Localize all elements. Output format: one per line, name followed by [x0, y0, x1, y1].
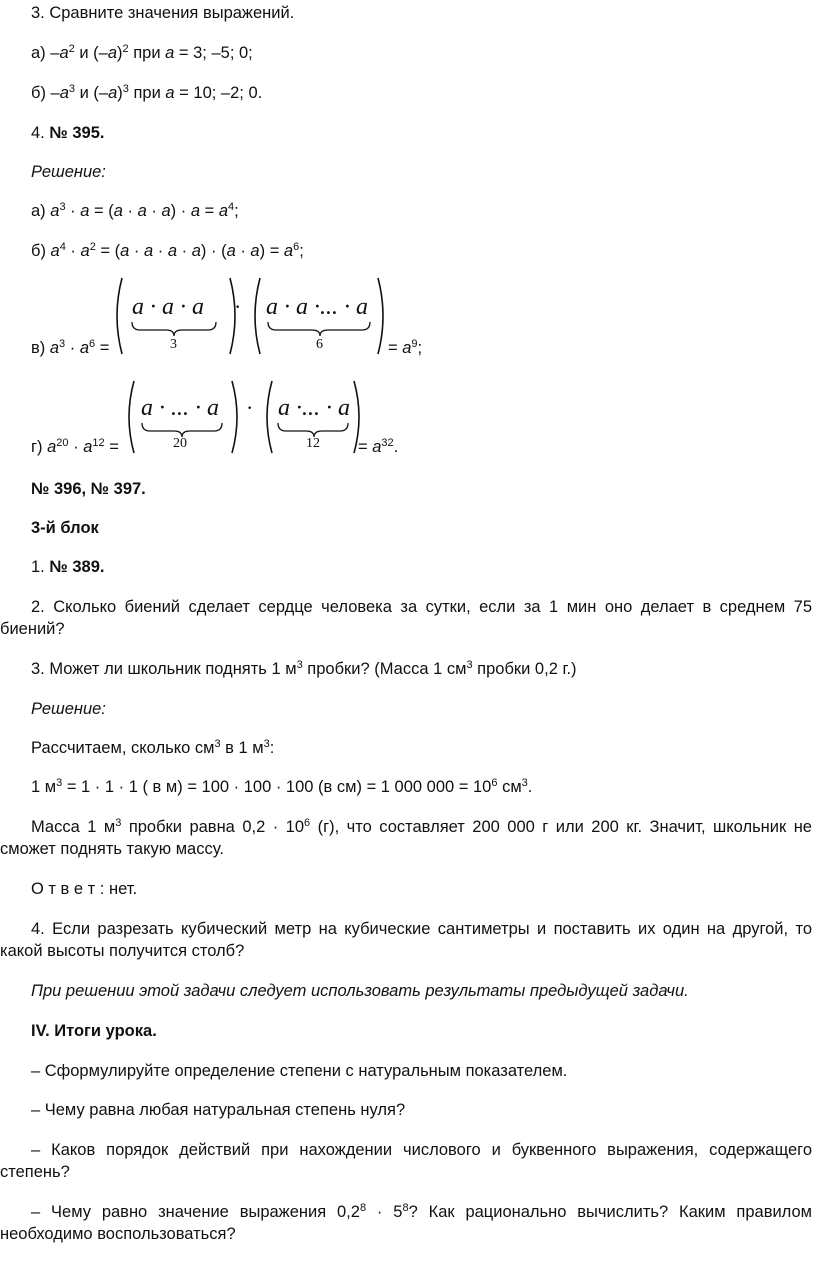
summary-question-3: – Каков порядок действий при нахождении числового и буквенного выражения, содержащего степень?: [0, 1141, 812, 1181]
formula-v-right-count: 6: [316, 337, 323, 352]
solution-calc-line: 1 $м^3 = 1 \cdot 1 \cdot 1$ ( в м) = 100 · 100 · 100 (в см) = 1 000 $000 = 10^6$ $см^3$.: [31, 777, 533, 796]
solution-label-2: Решение:: [31, 700, 106, 718]
formula-g-left-product: a · ... · a: [141, 395, 219, 421]
formula-v-middle-dot: ·: [234, 294, 242, 319]
formula-g-left-count: 20: [173, 436, 187, 451]
summary-question-1: – Сформулируйте определение степени с натуральным показателем.: [31, 1062, 568, 1080]
summary-question-4: – Чему равно значение выражения $0,2^8 \cdot 5^8$? Как рационально вычислить? Каким правилом необходимо воспользоваться?: [0, 1202, 813, 1243]
task-4-heading: 4. № 395.: [31, 124, 105, 142]
formula-v: [110, 272, 390, 368]
formula-g-middle-dot: ·: [246, 395, 254, 420]
formula-v-right-paren-close: [378, 278, 383, 354]
formula-g-right-paren-close: [354, 381, 359, 453]
block-3-task-1: 1. № 389.: [31, 558, 105, 576]
formula-g-left-paren-close: [232, 381, 237, 453]
formula-v-left-product: a · a · a: [132, 294, 204, 320]
answer-line: О т в е т : нет.: [31, 880, 138, 898]
block-3-task-3: 3. Может ли школьник поднять 1 $м^3$ пробки? (Масса 1 $см^3$ пробки 0,2 г.): [31, 659, 577, 678]
solution-g-result: = $a^{32}$.: [358, 437, 399, 456]
task-3a: а) $-a^2$ и $(-a)^2$ при a = 3; –5; 0;: [31, 43, 253, 62]
task-396-397: № 396, № 397.: [31, 480, 146, 498]
formula-g-left-paren-open: [129, 381, 134, 453]
summary-question-2: – Чему равна любая натуральная степень нуля?: [31, 1101, 406, 1119]
solution-g-left: г) $a^{20} \cdot a^{12}$ =: [31, 437, 119, 456]
solution-label-1: Решение:: [31, 163, 106, 181]
solution-mass-paragraph: Масса 1 $м^3$ пробки равна $0,2 \cdot 10^6$ (г), что составляет 200 000 г или 200 кг. Значит, школьник не сможет поднять такую массу.: [0, 817, 812, 858]
formula-v-right-paren-open: [255, 278, 260, 354]
solution-calc-intro: Рассчитаем, сколько $см^3$ в 1 $м^3$:: [31, 738, 275, 757]
solution-a: а) $a^3 \cdot a = (a \cdot a \cdot a) \cdot a = a^4$;: [31, 201, 239, 220]
formula-v-right-product: a · a ·... · a: [266, 294, 368, 320]
section-iv-heading: IV. Итоги урока.: [31, 1022, 157, 1040]
task-3-heading: 3. Сравните значения выражений.: [31, 4, 295, 22]
formula-g-right-count: 12: [306, 436, 320, 451]
task-4-hint: При решении этой задачи следует использовать результаты предыдущей задачи.: [31, 982, 689, 1000]
block-3-task-4: 4. Если разрезать кубический метр на кубические сантиметры и поставить их один на другой, то какой высоты получится столб?: [0, 920, 812, 960]
formula-v-left-paren-open: [117, 278, 122, 354]
formula-g-right-product: a ·... · a: [278, 395, 350, 421]
solution-v-result: = $a^9$;: [388, 338, 423, 357]
formula-v-left-count: 3: [170, 337, 177, 352]
formula-g-right-paren-open: [267, 381, 272, 453]
task-3b: б) $-a^3$ и $(-a)^3$ при a = 10; –2; 0.: [31, 83, 263, 102]
solution-b: б) $a^4 \cdot a^2 = (a \cdot a \cdot a \cdot a) \cdot (a \cdot a) = a^6$;: [31, 241, 304, 260]
block-3-heading: 3-й блок: [31, 519, 99, 537]
block-3-task-2: 2. Сколько биений сделает сердце человека за сутки, если за 1 мин оно делает в среднем 75 биений?: [0, 598, 812, 638]
solution-v-left: в) $a^3 \cdot a^6$ =: [31, 338, 110, 357]
